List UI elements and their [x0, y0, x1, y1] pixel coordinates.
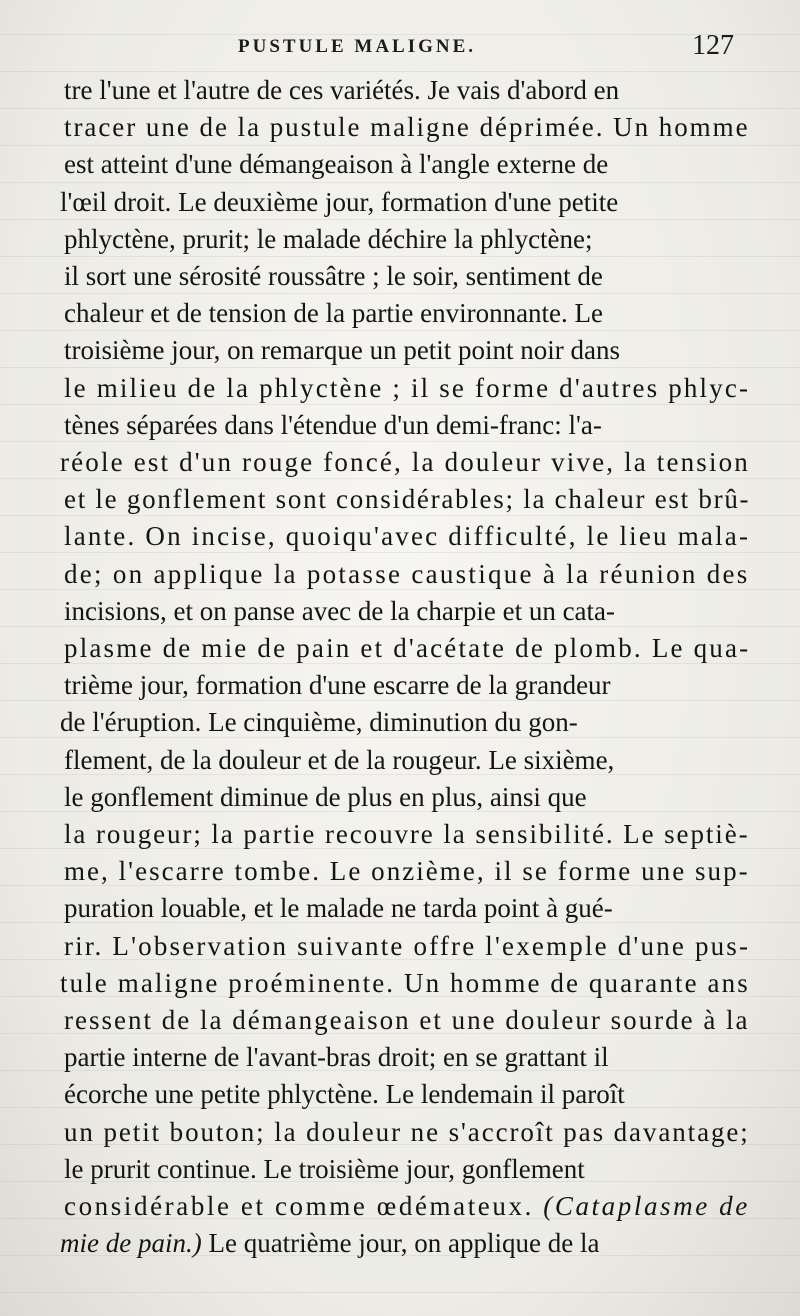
- text-line-content: la rougeur; la partie recouvre la sensibilité. Le septiè-: [64, 819, 750, 849]
- italic-note: (Cataplasme de: [533, 1191, 750, 1221]
- text-line: [64, 261, 603, 295]
- text-line-content: et le gonflement sont considérables; la chaleur est brû-: [64, 484, 751, 514]
- text-line: [64, 410, 602, 444]
- text-line-content: réole est d'un rouge foncé, la douleur vive, la tension: [60, 447, 750, 477]
- text-line-content: le prurit continue. Le troisième jour, gonflement: [64, 1154, 585, 1184]
- text-line: [60, 968, 750, 1002]
- text-line-content: me, l'escarre tombe. Le onzième, il se forme une sup-: [64, 856, 750, 886]
- text-line: [64, 1117, 750, 1151]
- text-line: [64, 1191, 750, 1225]
- text-line-content: lante. On incise, quoiqu'avec difficulté, le lieu mala-: [64, 521, 751, 551]
- text-line: [64, 1042, 609, 1076]
- text-line-content: de; on applique la potasse caustique à la réunion des: [64, 559, 750, 589]
- text-line-content: puration louable, et le malade ne tarda point à gué-: [64, 893, 613, 923]
- running-title: PUSTULE MALIGNE.: [238, 36, 477, 57]
- text-line: [64, 745, 614, 779]
- text-line: [64, 75, 619, 109]
- text-line: [64, 931, 750, 965]
- text-line-content: troisième jour, on remarque un petit point noir dans: [64, 335, 621, 365]
- text-line-content: de l'éruption. Le cinquième, diminution du gon-: [60, 707, 578, 737]
- text-line: [64, 521, 750, 555]
- text-line-content: l'œil droit. Le deuxième jour, formation d'une petite: [60, 187, 619, 217]
- text-line: [64, 298, 603, 332]
- text-line-content: le gonflement diminue de plus en plus, ainsi que: [64, 782, 587, 812]
- text-line: [64, 149, 608, 183]
- text-line-content: plasme de mie de pain et d'acétate de plomb. Le qua-: [64, 633, 751, 663]
- text-line-content: incisions, et on panse avec de la charpie et un cata-: [64, 596, 616, 626]
- text-line: [64, 819, 750, 853]
- text-line: [64, 1154, 585, 1188]
- text-line: [64, 335, 620, 369]
- text-line-content: phlyctène, prurit; le malade déchire la phlyctène;: [64, 224, 593, 254]
- italic-note: mie de pain.): [60, 1228, 202, 1258]
- text-line: [64, 670, 611, 704]
- text-line-content: flement, de la douleur et de la rougeur. Le sixième,: [64, 745, 615, 775]
- text-line: [64, 112, 750, 146]
- running-header: [0, 30, 800, 70]
- text-line: [64, 559, 750, 593]
- text-line: [64, 596, 615, 630]
- text-line-content: écorche une petite phlyctène. Le lendemain il paroît: [64, 1079, 625, 1109]
- text-line: [60, 707, 578, 741]
- text-line: [64, 484, 750, 518]
- text-line-content: ressent de la démangeaison et une douleur sourde à la: [64, 1005, 750, 1035]
- text-line-content: il sort une sérosité roussâtre ; le soir, sentiment de: [64, 261, 603, 291]
- text-line: [64, 1005, 750, 1039]
- text-line-content: chaleur et de tension de la partie environnante. Le: [64, 298, 604, 328]
- text-line-content: un petit bouton; la douleur ne s'accroît pas davantage;: [64, 1117, 750, 1147]
- text-line: [64, 782, 587, 816]
- text-line-content: tre l'une et l'autre de ces variétés. Je vais d'abord en: [64, 75, 620, 105]
- text-line: [60, 447, 750, 481]
- text-line-content: considérable et comme œdémateux.: [64, 1191, 534, 1221]
- text-line: [64, 633, 750, 667]
- text-line: [60, 187, 618, 221]
- text-line-content: est atteint d'une démangeaison à l'angle externe de: [64, 149, 609, 179]
- text-line: [64, 373, 750, 407]
- text-line-content: tule maligne proéminente. Un homme de quarante ans: [60, 968, 750, 998]
- text-line-content: partie interne de l'avant-bras droit; en se grattant il: [64, 1042, 609, 1072]
- text-line: [64, 224, 593, 258]
- page-number: 127: [692, 30, 734, 61]
- text-line-content: le milieu de la phlyctène ; il se forme d'autres phlyc-: [64, 373, 751, 403]
- text-line-content: tènes séparées dans l'étendue d'un demi-franc: l'a-: [64, 410, 602, 440]
- text-line-content: Le quatrième jour, on applique de la: [201, 1228, 600, 1258]
- text-line: [64, 893, 613, 927]
- text-line: [64, 1079, 625, 1113]
- text-line: [64, 856, 750, 890]
- text-line-content: trième jour, formation d'une escarre de la grandeur: [64, 670, 611, 700]
- text-line-content: tracer une de la pustule maligne déprimée. Un homme: [64, 112, 750, 142]
- text-line-content: rir. L'observation suivante offre l'exemple d'une pus-: [64, 931, 751, 961]
- text-line: [60, 1228, 600, 1262]
